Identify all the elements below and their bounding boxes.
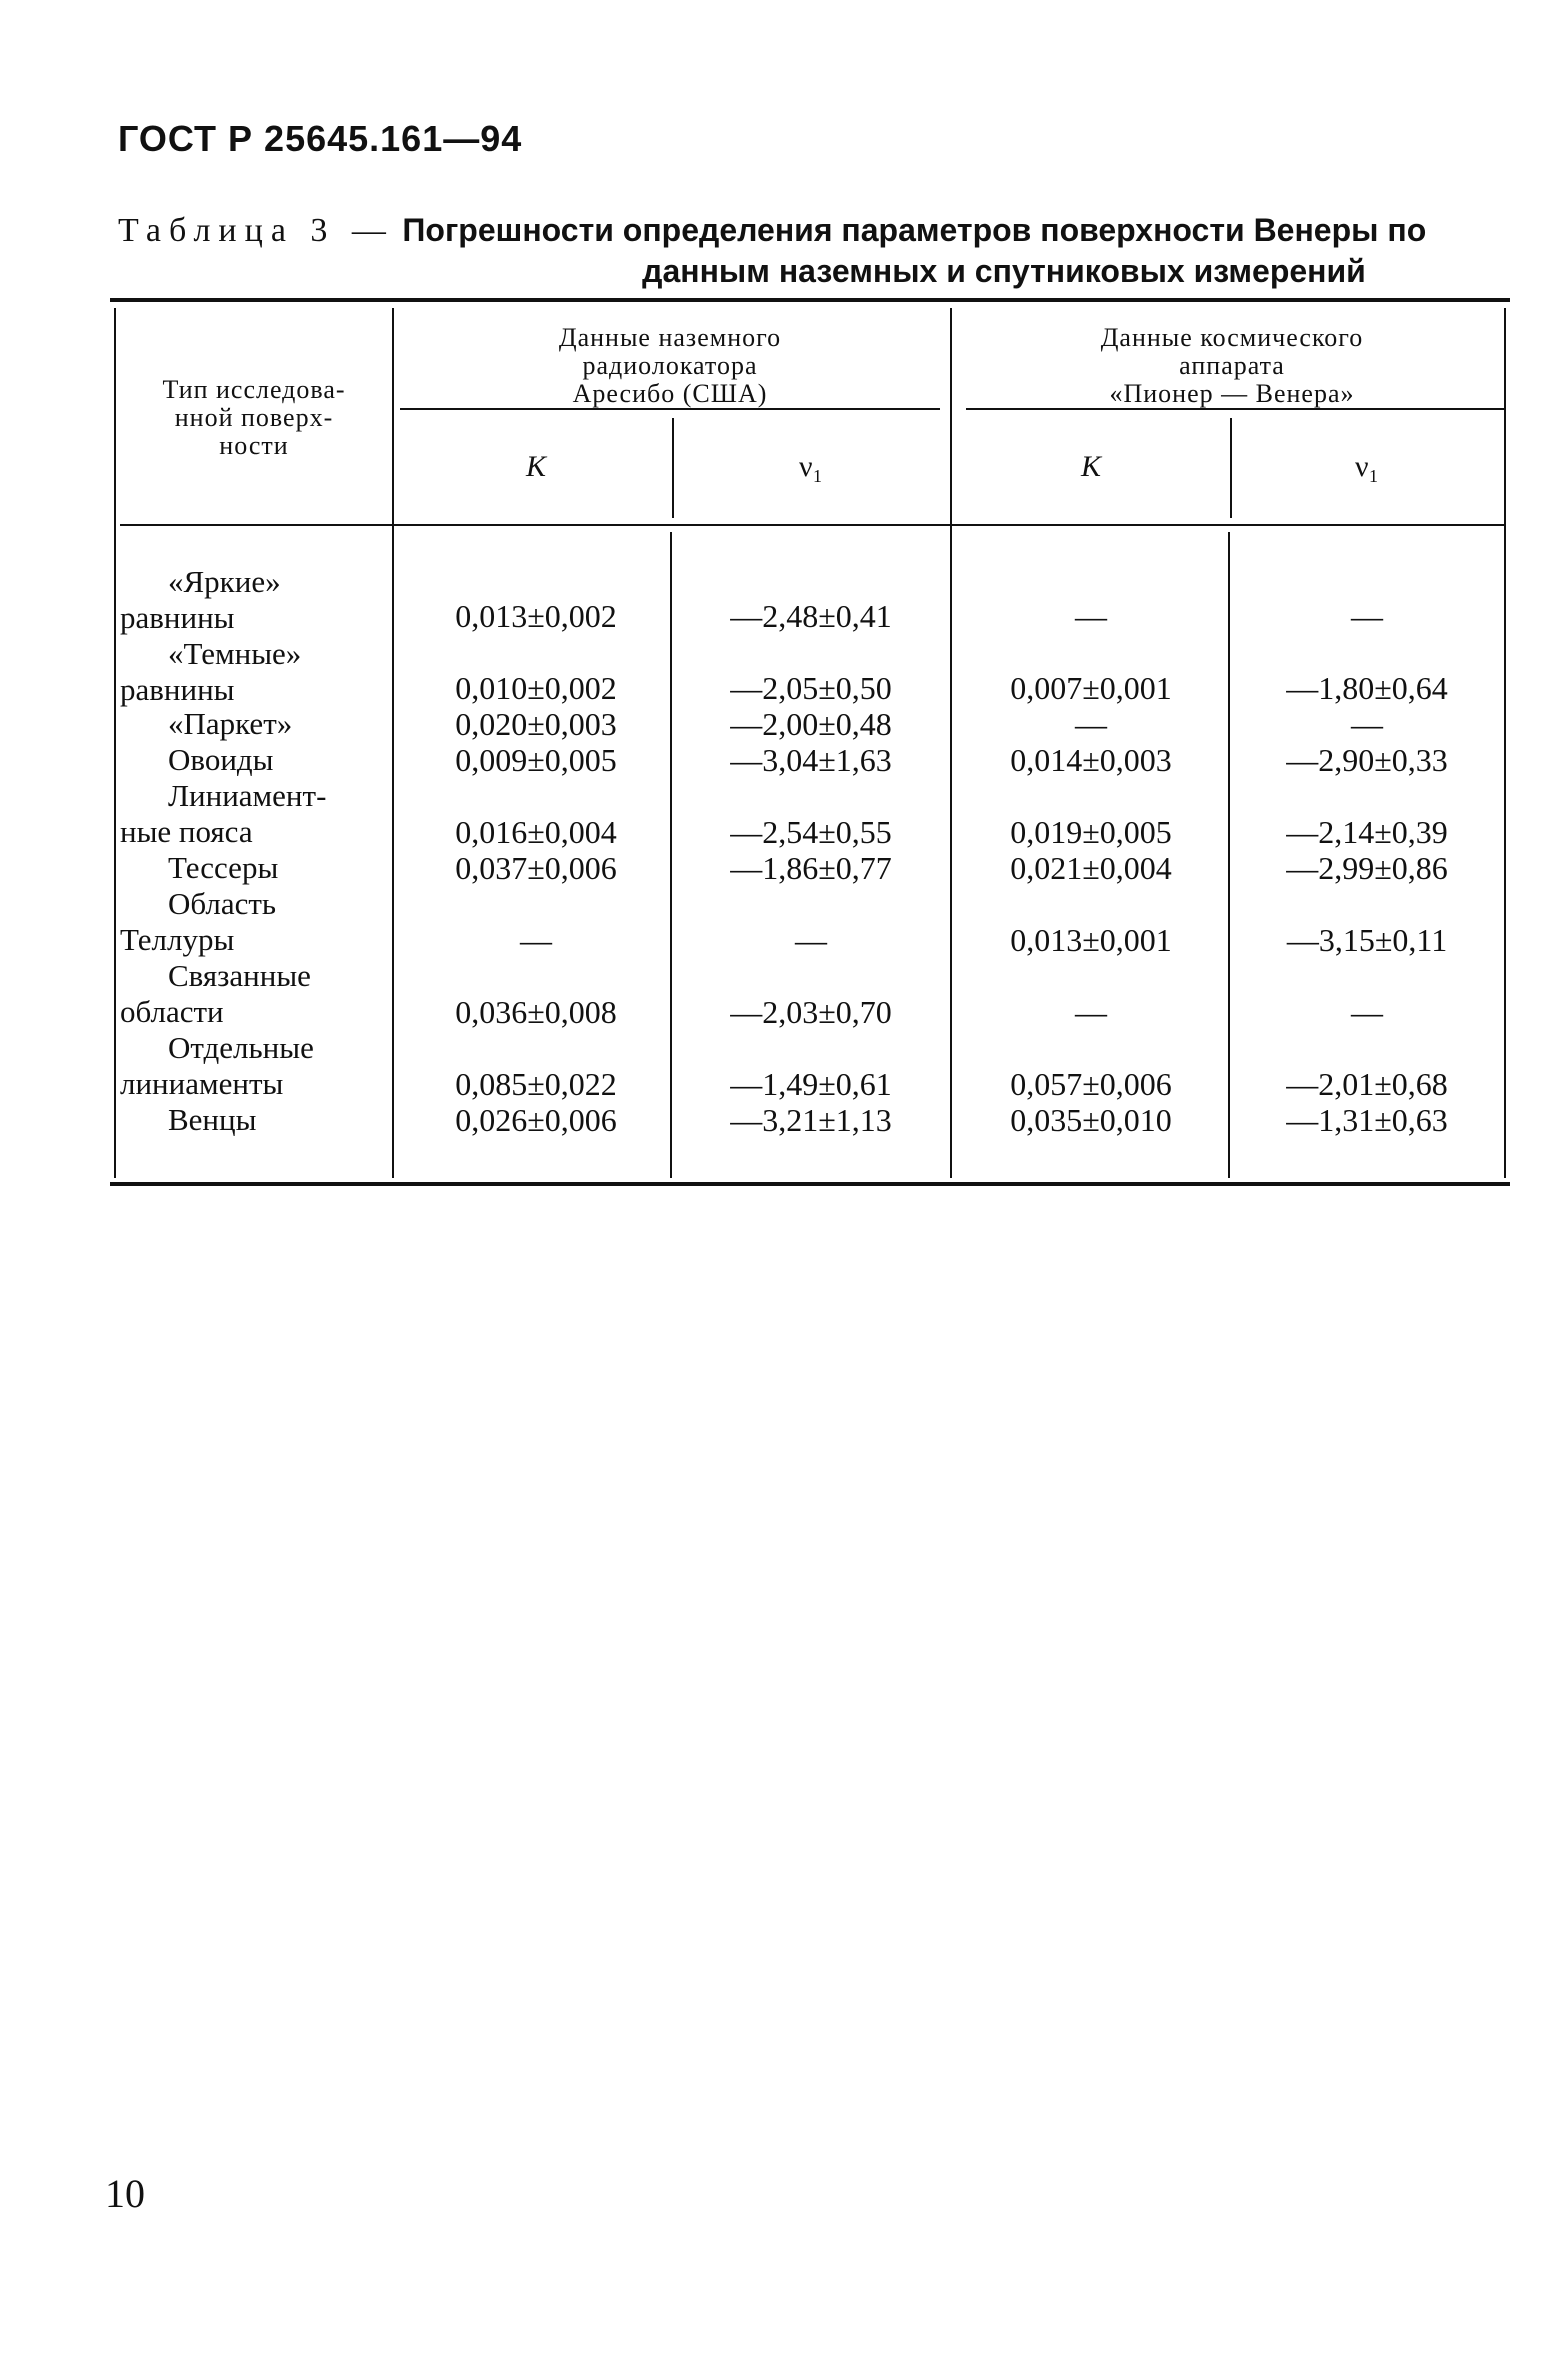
row-name: «Паркет»	[168, 706, 293, 741]
cell-v1: —2,03±0,70	[730, 994, 892, 1030]
col-divider-1	[392, 308, 394, 1178]
row-name: Венцы	[168, 1102, 257, 1137]
table-caption	[118, 210, 1510, 292]
col-type-header	[116, 376, 392, 460]
caption-lead: Таблица 3 —	[118, 212, 394, 249]
cell-k2: 0,013±0,001	[1010, 922, 1172, 958]
row-name: Отдельные линиаменты	[120, 1030, 314, 1101]
cell-v2: —	[1351, 598, 1383, 634]
group-header-line: Данные наземного	[558, 323, 782, 352]
group-underline-2	[966, 408, 1504, 410]
cell-k1: 0,026±0,006	[455, 1102, 617, 1138]
subheader-k-2: K	[1080, 450, 1101, 483]
col-type-header-line: ности	[219, 431, 289, 460]
cell-k1: 0,010±0,002	[455, 670, 617, 706]
cell-k2: —	[1075, 706, 1107, 742]
group-header-line: «Пионер — Венера»	[1109, 379, 1355, 408]
cell-v2: —1,31±0,63	[1286, 1102, 1448, 1138]
caption-title-line2: данным наземных и спутниковых измерений	[642, 253, 1366, 289]
cell-k2: 0,021±0,004	[1010, 850, 1172, 886]
cell-k1: —	[520, 922, 552, 958]
page-number: 10	[105, 2171, 145, 2216]
cell-v1: —2,48±0,41	[730, 598, 892, 634]
cell-v2: —2,99±0,86	[1286, 850, 1448, 886]
cell-v1: —3,04±1,63	[730, 742, 892, 778]
row-name: «Яркие» равнины	[120, 564, 281, 635]
cell-k1: 0,009±0,005	[455, 742, 617, 778]
cell-v2: —2,90±0,33	[1286, 742, 1448, 778]
cell-k1: 0,016±0,004	[455, 814, 617, 850]
cell-v1: —2,54±0,55	[730, 814, 892, 850]
subheader-v-2: ν₁	[1354, 450, 1380, 483]
cell-k2: 0,007±0,001	[1010, 670, 1172, 706]
error-table	[110, 298, 1510, 1186]
caption-title-line1: Погрешности определения параметров поверхности Венеры по	[402, 212, 1427, 248]
cell-k2: —	[1075, 598, 1107, 634]
row-name: Тессеры	[168, 850, 279, 885]
col-type-header-line: Тип исследова-	[162, 375, 346, 404]
cell-k1: 0,037±0,006	[455, 850, 617, 886]
group-header-line: Аресибо (США)	[572, 379, 768, 408]
cell-k2: 0,014±0,003	[1010, 742, 1172, 778]
cell-v2: —	[1351, 994, 1383, 1030]
cell-v2: —2,14±0,39	[1286, 814, 1448, 850]
document-header: ГОСТ Р 25645.161—94	[118, 118, 523, 159]
cell-k1: 0,020±0,003	[455, 706, 617, 742]
group-header-line: радиолокатора	[582, 351, 758, 380]
row-name: Область Теллуры	[120, 886, 277, 957]
cell-v1: —2,05±0,50	[730, 670, 892, 706]
cell-v1: —	[795, 922, 827, 958]
row-name: Линиамент- ные пояса	[120, 778, 327, 849]
cell-v1: —3,21±1,13	[730, 1102, 892, 1138]
cell-v2: —2,01±0,68	[1286, 1066, 1448, 1102]
cell-k2: —	[1075, 994, 1107, 1030]
cell-v1: —1,49±0,61	[730, 1066, 892, 1102]
row-name: Связанные области	[120, 958, 311, 1029]
subheader-v-1: ν₁	[798, 450, 824, 483]
row-name: «Темные» равнины	[120, 636, 302, 707]
header-bottom-rule	[120, 524, 1504, 526]
col-type-header-line: нной поверх-	[174, 403, 334, 432]
cell-v1: —1,86±0,77	[730, 850, 892, 886]
group-header-line: аппарата	[1179, 351, 1285, 380]
cell-k1: 0,036±0,008	[455, 994, 617, 1030]
cell-v2: —1,80±0,64	[1286, 670, 1448, 706]
group-underline-1	[400, 408, 940, 410]
subheader-k-1: K	[525, 450, 546, 483]
cell-k2: 0,019±0,005	[1010, 814, 1172, 850]
group-header-arecibo	[400, 324, 940, 408]
group-header-line: Данные космического	[1100, 323, 1364, 352]
table-border-right	[1504, 308, 1506, 1178]
cell-k1: 0,085±0,022	[455, 1066, 617, 1102]
cell-v2: —3,15±0,11	[1286, 922, 1448, 958]
cell-v2: —	[1351, 706, 1383, 742]
cell-k2: 0,035±0,010	[1010, 1102, 1172, 1138]
row-name: Овоиды	[168, 742, 274, 777]
group-header-pioneer	[960, 324, 1504, 408]
cell-k1: 0,013±0,002	[455, 598, 617, 634]
cell-k2: 0,057±0,006	[1010, 1066, 1172, 1102]
cell-v1: —2,00±0,48	[730, 706, 892, 742]
